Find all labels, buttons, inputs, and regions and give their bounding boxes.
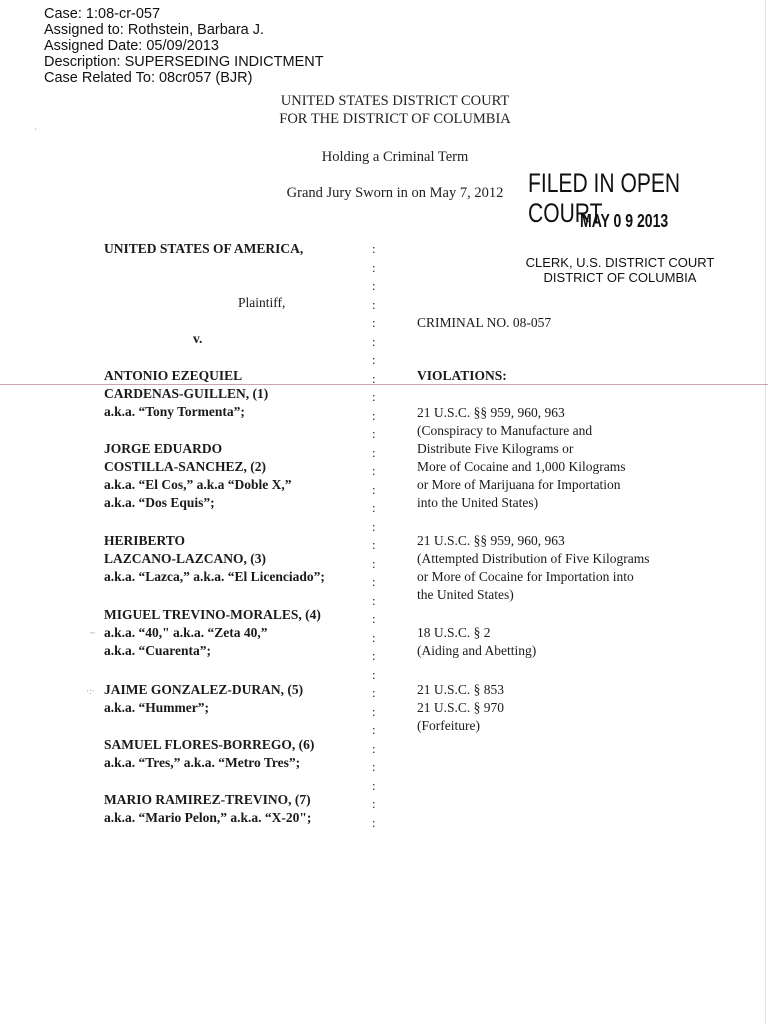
scan-speck: ~ — [90, 628, 95, 638]
caption-colon: : — [372, 537, 376, 552]
violation-line: Distribute Five Kilograms or — [417, 441, 574, 456]
violation-4 — [417, 681, 504, 735]
violations-heading: VIOLATIONS: — [417, 368, 507, 383]
case-number: Case: 1:08-cr-057 — [44, 6, 161, 22]
defendant-name: LAZCANO-LAZCANO, (3) — [104, 551, 266, 566]
clerk-line-2: DISTRICT OF COLUMBIA — [543, 270, 697, 285]
violation-line: More of Cocaine and 1,000 Kilograms — [417, 459, 626, 474]
caption-colon: : — [372, 740, 376, 756]
clerk-line-1: CLERK, U.S. DISTRICT COURT — [525, 255, 715, 270]
defendant-name: HERIBERTO — [104, 533, 186, 548]
violation-line: (Attempted Distribution of Five Kilograms — [417, 551, 650, 566]
caption-colon: : — [372, 685, 376, 700]
filed-stamp-title: FILED IN OPEN COURT — [528, 168, 681, 228]
caption-colon: : — [372, 444, 376, 460]
assigned-date: Assigned Date: 05/09/2013 — [44, 38, 219, 54]
caption-colon: : — [372, 666, 376, 682]
caption-colon: : — [372, 315, 376, 330]
violation-3 — [417, 624, 536, 660]
caption-colon: : — [372, 463, 376, 478]
caption-colon: : — [372, 481, 376, 497]
caption-colon: : — [372, 722, 376, 737]
violation-line: or More of Cocaine for Importation into — [417, 569, 634, 584]
scan-speck: ·:· — [86, 686, 95, 696]
versus: v. — [193, 331, 203, 346]
caption-colon: : — [372, 611, 376, 626]
defendant-aka: a.k.a. “40," a.k.a. “Zeta 40,” — [104, 625, 268, 640]
criminal-number: CRIMINAL NO. 08-057 — [417, 315, 552, 330]
caption-colon: : — [372, 333, 376, 349]
violation-line: (Conspiracy to Manufacture and — [417, 423, 593, 438]
defendant-aka: a.k.a. “Hummer”; — [104, 700, 209, 715]
case-description: Description: SUPERSEDING INDICTMENT — [44, 54, 324, 70]
court-heading — [200, 92, 590, 128]
defendant-aka: a.k.a. “Dos Equis”; — [104, 495, 215, 510]
caption-colon: : — [372, 259, 376, 275]
caption-colon: : — [372, 389, 376, 404]
caption-colon: : — [372, 814, 376, 830]
defendant-2 — [104, 440, 292, 512]
grand-jury-line: Grand Jury Sworn in on May 7, 2012 — [286, 185, 504, 201]
violation-line: 21 U.S.C. §§ 959, 960, 963 — [417, 533, 565, 548]
criminal-term: Holding a Criminal Term — [321, 149, 469, 165]
clerk-stamp — [490, 255, 750, 285]
scan-speck: · — [34, 124, 37, 134]
case-related: Case Related To: 08cr057 (BJR) — [44, 70, 253, 86]
caption-colon: : — [372, 759, 376, 774]
defendant-aka: a.k.a. “Cuarenta”; — [104, 643, 212, 658]
defendant-3 — [104, 532, 325, 586]
caption-colon: : — [372, 592, 376, 608]
defendant-aka: a.k.a. “Mario Pelon,” a.k.a. “X-20"; — [104, 810, 312, 825]
defendant-4 — [104, 606, 321, 660]
violation-line: 18 U.S.C. § 2 — [417, 625, 491, 640]
violation-1 — [417, 404, 625, 512]
violation-line: the United States) — [417, 587, 514, 602]
caption-colon: : — [372, 352, 376, 367]
defendant-7 — [104, 791, 311, 827]
defendant-6 — [104, 736, 314, 772]
defendant-aka: a.k.a. “El Cos,” a.k.a “Doble X,” — [104, 477, 292, 492]
defendant-name: JORGE EDUARDO — [104, 441, 223, 456]
defendant-5 — [104, 681, 303, 717]
defendant-aka: a.k.a. “Tres,” a.k.a. “Metro Tres”; — [104, 755, 301, 770]
case-stamp — [44, 6, 324, 86]
caption-colon: : — [372, 407, 376, 423]
caption-colon: : — [372, 370, 376, 386]
caption-colon: : — [372, 648, 376, 663]
defendant-1 — [104, 367, 268, 421]
scan-edge-line — [765, 0, 766, 1024]
caption-colon: : — [372, 574, 376, 589]
caption-colon: : — [372, 500, 376, 515]
caption-colon: : — [372, 296, 376, 312]
violation-line: into the United States) — [417, 495, 539, 510]
defendant-aka: a.k.a. “Tony Tormenta”; — [104, 404, 245, 419]
defendant-name: SAMUEL FLORES-BORREGO, (6) — [104, 737, 315, 752]
caption-colon: : — [372, 555, 376, 571]
violation-line: (Forfeiture) — [417, 718, 480, 733]
caption-colon: : — [372, 703, 376, 719]
court-district: FOR THE DISTRICT OF COLUMBIA — [279, 111, 511, 127]
caption-colon: : — [372, 518, 376, 534]
defendant-name: MIGUEL TREVINO-MORALES, (4) — [104, 607, 321, 622]
violation-line: or More of Marijuana for Importation — [417, 477, 621, 492]
caption-colon: : — [372, 777, 376, 793]
caption-colon: : — [372, 278, 376, 293]
defendant-name: CARDENAS-GUILLEN, (1) — [104, 386, 269, 401]
violation-line: 21 U.S.C. §§ 959, 960, 963 — [417, 405, 565, 420]
violation-line: 21 U.S.C. § 970 — [417, 700, 505, 715]
plaintiff-label: Plaintiff, — [238, 295, 286, 310]
defendant-name: MARIO RAMIREZ-TREVINO, (7) — [104, 792, 311, 807]
filed-stamp-date: MAY 0 9 2013 — [580, 211, 669, 231]
caption-colon: : — [372, 796, 376, 811]
assigned-to: Assigned to: Rothstein, Barbara J. — [44, 22, 265, 38]
defendant-name: ANTONIO EZEQUIEL — [104, 368, 243, 383]
violation-2 — [417, 532, 649, 604]
plaintiff-name: UNITED STATES OF AMERICA, — [104, 241, 304, 256]
defendant-name: JAIME GONZALEZ-DURAN, (5) — [104, 682, 304, 697]
violation-line: 21 U.S.C. § 853 — [417, 682, 505, 697]
violation-line: (Aiding and Abetting) — [417, 643, 537, 658]
defendant-aka: a.k.a. “Lazca,” a.k.a. “El Licenciado”; — [104, 569, 325, 584]
defendant-name: COSTILLA-SANCHEZ, (2) — [104, 459, 267, 474]
court-name: UNITED STATES DISTRICT COURT — [280, 93, 510, 109]
caption-colon: : — [372, 241, 376, 256]
caption-colon: : — [372, 426, 376, 441]
caption-colon: : — [372, 629, 376, 645]
